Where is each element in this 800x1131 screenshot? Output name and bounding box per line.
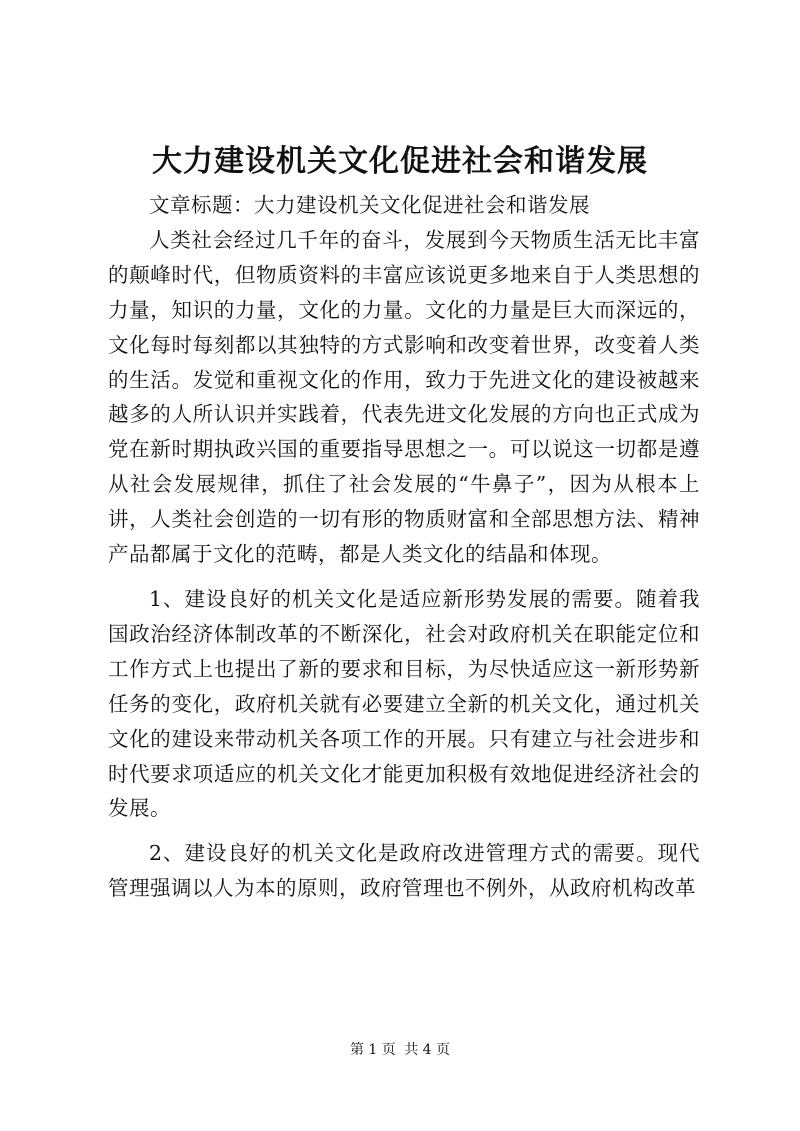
page-number: 第 1 页 — [349, 1042, 396, 1058]
document-title: 大力建设机关文化促进社会和谐发展 — [152, 144, 648, 179]
paragraph-article-title: 文章标题：大力建设机关文化促进社会和谐发展 — [149, 193, 590, 217]
document-body — [108, 188, 700, 906]
paragraph-intro: 人类社会经过几千年的奋斗，发展到今天物质生活无比丰富的颠峰时代，但物质资料的丰富应该说更多地来自于人类思想的力量，知识的力量，文化的力量。文化的力量是巨大而深远的，文化每时每刻都以其独特的方式影响和改变着世界，改变着人类的生活。发觉和重视文化的作用，致力于先进文化的建设被越来越多的人所认识并实践着，代表先进文化发展的方向也正式成为党在新时期执政兴国的重要指导思想之一。可以说这一切都是遵从社会发展规律，抓住了社会发展的“牛鼻子”，因为从根本上讲，人类社会创造的一切有形的物质财富和全部思想方法、精神产品都属于文化的范畴，都是人类文化的结晶和体现。 — [108, 227, 700, 567]
paragraph-point-1: 1、建设良好的机关文化是适应新形势发展的需要。随着我国政治经济体制改革的不断深化，社会对政府机关在职能定位和工作方式上也提出了新的要求和目标，为尽快适应这一新形势新任务的变化，政府机关就有必要建立全新的机关文化，通过机关文化的建设来带动机关各项工作的开展。只有建立与社会进步和时代要求项适应的机关文化才能更加积极有效地促进经济社会的发展。 — [108, 586, 700, 821]
page-footer — [0, 1040, 800, 1060]
paragraph-point-2: 2、建设良好的机关文化是政府改进管理方式的需要。现代管理强调以人为本的原则，政府管理也不例外，从政府机构改革 — [108, 841, 700, 901]
page-total: 共 4 页 — [404, 1042, 451, 1058]
